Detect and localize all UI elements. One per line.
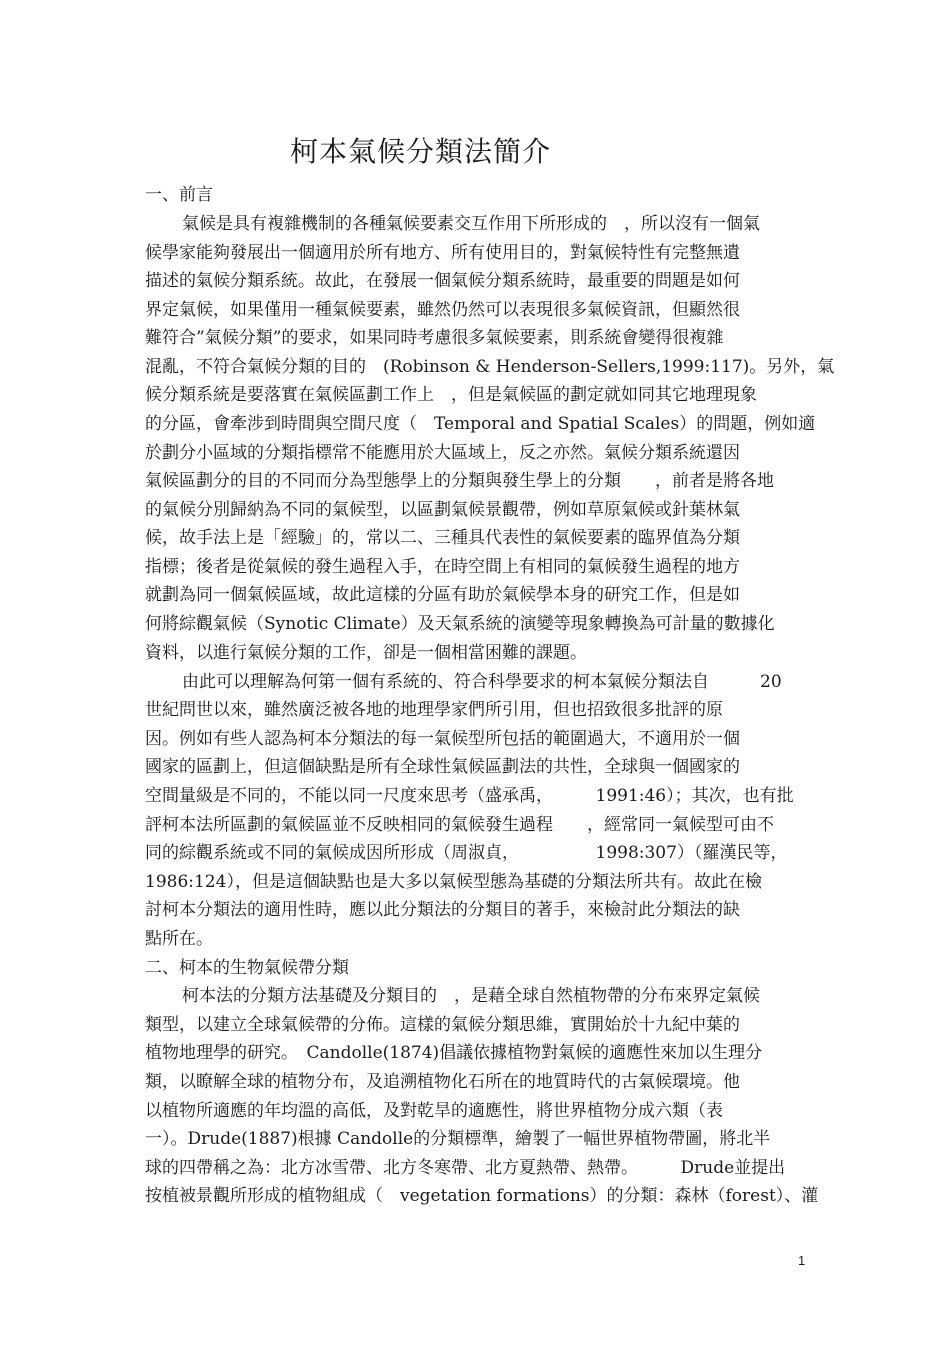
text-line: 候學家能夠發展出一個適用於所有地方、所有使用目的，對氣候特性有完整無遺 [145,243,740,263]
text-line: 點所在。 [145,929,213,949]
text-line: 評柯本法所區劃的氣候區並不反映相同的氣候發生過程 ，經常同一氣候型可由不 [145,815,774,835]
text-line: 的氣候分別歸納為不同的氣候型，以區劃氣候景觀帶，例如草原氣候或針葉林氣 [145,500,740,520]
text-line: 一）。Drude(1887)根據 Candolle的分類標準，繪製了一幅世界植物帶圖，將北半 [145,1129,771,1149]
section-heading-2: 二、柯本的生物氣候帶分類 [145,958,349,978]
text-line: 討柯本分類法的適用性時，應以此分類法的分類目的著手，來檢討此分類法的缺 [145,900,740,920]
text-line: 同的綜觀系統或不同的氣候成因所形成（周淑貞， 1998:307）（羅漢民等， [145,843,788,863]
text-line: 植物地理學的研究。 Candolle(1874)倡議依據植物對氣候的適應性來加以生理分 [145,1043,763,1063]
text-line: 國家的區劃上，但這個缺點是所有全球性氣候區劃法的共性，全球與一個國家的 [145,757,740,777]
text-line: 1986:124），但是這個缺點也是大多以氣候型態為基礎的分類法所共有。故此在檢 [145,872,762,892]
text-line: 柯本法的分類方法基礎及分類目的 ，是藉全球自然植物帶的分布來界定氣候 [182,986,760,1006]
document-title: 柯本氣候分類法簡介 [290,135,552,168]
text-line: 候分類系統是要落實在氣候區劃工作上 ，但是氣候區的劃定就如同其它地理現象 [145,385,757,405]
text-line: 何將綜觀氣候（Synotic Climate）及天氣系統的演變等現象轉換為可計量的數據化 [145,614,775,634]
text-line: 氣候區劃分的目的不同而分為型態學上的分類與發生學上的分類 ，前者是將各地 [145,471,774,491]
text-line: 由此可以理解為何第一個有系統的、符合科學要求的柯本氣候分類法自 20 [182,672,782,692]
text-line: 類型，以建立全球氣候帶的分佈。這樣的氣候分類思維，實開始於十九紀中葉的 [145,1015,740,1035]
text-line: 按植被景觀所形成的植物組成（ vegetation formations）的分類：森林（forest）、灌 [145,1186,819,1206]
text-line: 世紀問世以來，雖然廣泛被各地的地理學家們所引用，但也招致很多批評的原 [145,700,723,720]
text-line: 候，故手法上是「經驗」的，常以二、三種具代表性的氣候要素的臨界值為分類 [145,528,740,548]
text-line: 資料，以進行氣候分類的工作，卻是一個相當困難的課題。 [145,643,587,663]
text-line: 於劃分小區域的分類指標常不能應用於大區域上，反之亦然。氣候分類系統還因 [145,443,740,463]
text-line: 指標；後者是從氣候的發生過程入手，在時空間上有相同的氣候發生過程的地方 [145,557,740,577]
text-line: 混亂，不符合氣候分類的目的 (Robinson & Henderson-Sellers,1999:117)。另外，氣 [145,357,835,377]
text-line: 球的四帶稱之為：北方冰雪帶、北方冬寒帶、北方夏熱帶、熱帶。 Drude並提出 [145,1158,786,1178]
text-line: 的分區，會牽涉到時間與空間尺度（ Temporal and Spatial Scales）的問題，例如適 [145,414,816,434]
text-line: 難符合”氣候分類”的要求，如果同時考慮很多氣候要素，則系統會變得很複雜 [145,328,724,348]
text-line: 因。例如有些人認為柯本分類法的每一氣候型所包括的範圍過大，不適用於一個 [145,729,740,749]
section-heading-1: 一、前言 [145,185,213,205]
text-line: 描述的氣候分類系統。故此，在發展一個氣候分類系統時，最重要的問題是如何 [145,271,740,291]
text-line: 界定氣候，如果僅用一種氣候要素，雖然仍然可以表現很多氣候資訊，但顯然很 [145,300,740,320]
text-line: 就劃為同一個氣候區域，故此這樣的分區有助於氣候學本身的研究工作，但是如 [145,585,740,605]
text-line: 類，以瞭解全球的植物分布，及追溯植物化石所在的地質時代的古氣候環境。他 [145,1072,740,1092]
page-number: 1 [798,1253,806,1268]
text-line: 以植物所適應的年均溫的高低，及對乾旱的適應性，將世界植物分成六類（表 [145,1101,723,1121]
text-line: 空間量級是不同的，不能以同一尺度來思考（盛承禹， 1991:46）；其次，也有批 [145,786,794,806]
text-line: 氣候是具有複雜機制的各種氣候要素交互作用下所形成的 ，所以沒有一個氣 [182,214,760,234]
